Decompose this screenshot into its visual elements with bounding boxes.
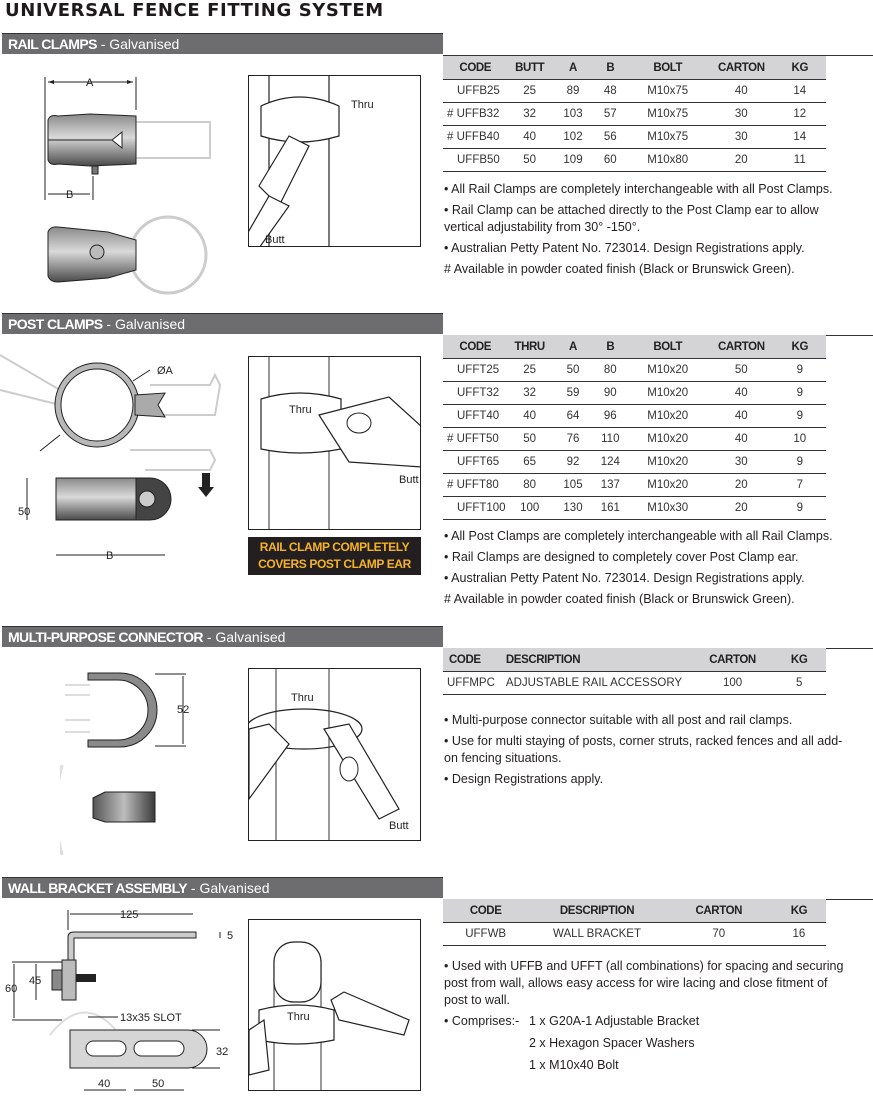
post-clamps-table [443,335,826,520]
table-cell: 40 [508,405,552,428]
dim-label-width: 32 [216,1046,229,1058]
table-row [443,672,826,695]
col-kg: KG [774,335,826,359]
col-bolt: BOLT [626,335,709,359]
callout-banner [248,537,421,575]
table-cell: 20 [709,149,774,172]
col-butt: BUTT [508,56,552,80]
col-kg: KG [774,56,826,80]
table-cell: 50 [709,359,774,382]
post-clamps-notes [444,528,844,612]
col-code: CODE [443,899,528,923]
table-cell: 60 [594,149,626,172]
table-cell: UFFT40 [443,405,508,428]
dim-label-gap1: 40 [98,1078,111,1090]
section-subtitle: - Galvanised [106,316,186,332]
table-cell: # UFFB40 [443,126,508,149]
col-carton: CARTON [709,335,774,359]
col-description: DESCRIPTION [528,899,665,923]
table-row [443,80,826,103]
table-cell: 40 [508,126,552,149]
label-butt: Butt [265,234,285,246]
table-cell: 32 [508,382,552,405]
table-cell: UFFT65 [443,451,508,474]
table-cell: 100 [693,672,772,695]
table-cell: 9 [774,451,826,474]
table-cell: 20 [709,474,774,497]
col-carton: CARTON [709,56,774,80]
note: • All Post Clamps are completely interchangeable with all Rail Clamps. [444,529,833,543]
comprises-label: • Comprises:- [444,1014,520,1028]
section-subtitle: - Galvanised [190,880,270,896]
table-cell: 100 [508,497,552,520]
label-butt: Butt [389,820,409,832]
section-header-rail-clamps [2,33,443,54]
col-kg: KG [772,899,826,923]
table-cell: M10x75 [626,80,709,103]
table-cell: 25 [508,359,552,382]
rail-clamp-diagram [0,60,240,300]
dim-label-height: 60 [5,983,18,995]
label-thru: Thru [351,99,374,111]
table-row [443,149,826,172]
table-cell: 9 [774,359,826,382]
rail-clamps-table [443,56,826,172]
note: • Rail Clamp can be attached directly to the Post Clamp ear to allow vertical adjustability from 30° -150°. [444,203,819,234]
note: • Australian Petty Patent No. 723014. Design Registrations apply. [444,571,805,585]
col-carton: CARTON [666,899,772,923]
table-cell: 30 [709,451,774,474]
col-code: CODE [443,56,508,80]
rail-clamps-notes [444,181,844,282]
table-cell: 76 [552,428,594,451]
page-title: UNIVERSAL FENCE FITTING SYSTEM [5,0,384,21]
table-row [443,103,826,126]
table-cell: UFFT32 [443,382,508,405]
table-cell: 57 [594,103,626,126]
table-cell: 64 [552,405,594,428]
col-thru: THRU [508,335,552,359]
table-cell: M10x20 [626,428,709,451]
table-cell: 50 [552,359,594,382]
multi-purpose-notes [444,712,844,792]
table-cell: 40 [709,405,774,428]
table-cell: M10x20 [626,451,709,474]
post-clamp-diagram [0,345,240,570]
note: • Design Registrations apply. [444,772,604,786]
table-cell: 105 [552,474,594,497]
label-thru: Thru [287,1011,310,1023]
dim-label-diameter: ØA [157,365,173,377]
label-thru: Thru [291,692,314,704]
wall-bracket-photo [248,919,421,1091]
table-cell: UFFWB [443,923,528,946]
col-code: CODE [443,335,508,359]
comprises-row [444,1057,844,1074]
comprises-row [444,1013,844,1030]
table-cell: 14 [774,126,826,149]
table-cell: 110 [594,428,626,451]
table-row [443,382,826,405]
table-cell: # UFFT50 [443,428,508,451]
table-cell: M10x75 [626,126,709,149]
dim-label-length: 125 [120,909,139,921]
wall-bracket-table [443,899,826,946]
table-cell: 137 [594,474,626,497]
table-row [443,497,826,520]
table-cell: M10x20 [626,474,709,497]
col-a: A [552,56,594,80]
table-cell: M10x20 [626,405,709,428]
table-cell: UFFT100 [443,497,508,520]
col-b: B [594,56,626,80]
table-cell: 65 [508,451,552,474]
table-cell: 5 [772,672,826,695]
note: • Use for multi staying of posts, corner struts, racked fences and all add-on fencing situations. [444,734,843,765]
table-cell: 70 [666,923,772,946]
table-cell: 161 [594,497,626,520]
col-code: CODE [443,648,504,672]
section-title: MULTI-PURPOSE CONNECTOR [8,629,203,645]
section-title: RAIL CLAMPS [8,36,97,52]
comprises-row [444,1035,844,1052]
section-header-multi-purpose-connector [2,626,443,647]
table-cell: 50 [508,149,552,172]
col-description: DESCRIPTION [504,648,693,672]
table-cell: M10x75 [626,103,709,126]
table-cell: 40 [709,382,774,405]
callout-line: RAIL CLAMP COMPLETELY [259,540,410,554]
table-cell: 109 [552,149,594,172]
table-cell: UFFB25 [443,80,508,103]
table-cell: 10 [774,428,826,451]
label-thru: Thru [289,404,312,416]
note: • Multi-purpose connector suitable with all post and rail clamps. [444,713,793,727]
table-cell: 40 [709,80,774,103]
note: • Australian Petty Patent No. 723014. Design Registrations apply. [444,241,805,255]
wall-bracket-diagram [0,900,240,1104]
table-row [443,405,826,428]
col-bolt: BOLT [626,56,709,80]
section-title: WALL BRACKET ASSEMBLY [8,880,188,896]
table-cell: M10x80 [626,149,709,172]
col-b: B [594,335,626,359]
dim-label-thickness: 5 [227,930,234,942]
note: • Rail Clamps are designed to completely cover Post Clamp ear. [444,550,799,564]
note: • All Rail Clamps are completely interchangeable with all Post Clamps. [444,182,833,196]
dim-label-gap2: 50 [152,1078,165,1090]
table-cell: 30 [709,126,774,149]
table-cell: M10x30 [626,497,709,520]
table-cell: UFFT25 [443,359,508,382]
label-butt: Butt [399,474,419,486]
table-cell: 48 [594,80,626,103]
table-cell: 92 [552,451,594,474]
table-cell: M10x20 [626,382,709,405]
table-cell: 32 [508,103,552,126]
table-row [443,359,826,382]
dim-label-slot: 13x35 SLOT [120,1012,182,1024]
table-cell: 11 [774,149,826,172]
table-row [443,923,826,946]
table-cell: 25 [508,80,552,103]
dim-label-height: 52 [177,704,190,716]
table-cell: 30 [709,103,774,126]
table-cell: 7 [774,474,826,497]
table-cell: # UFFB32 [443,103,508,126]
rail-clamp-photo [248,75,421,247]
table-cell: 103 [552,103,594,126]
table-cell: 14 [774,80,826,103]
dim-label-b: B [66,189,74,201]
table-cell: UFFB50 [443,149,508,172]
comprises-item: 2 x Hexagon Spacer Washers [529,1036,695,1050]
table-cell: 96 [594,405,626,428]
col-a: A [552,335,594,359]
section-title: POST CLAMPS [8,316,103,332]
table-cell: 130 [552,497,594,520]
table-row [443,428,826,451]
table-cell: 80 [594,359,626,382]
table-cell: M10x20 [626,359,709,382]
table-cell: 80 [508,474,552,497]
table-row [443,126,826,149]
table-cell: 9 [774,405,826,428]
table-cell: 20 [709,497,774,520]
section-subtitle: - Galvanised [100,36,180,52]
multi-purpose-diagram [60,660,240,860]
table-cell: 102 [552,126,594,149]
table-cell: 9 [774,382,826,405]
table-cell: ADJUSTABLE RAIL ACCESSORY [504,672,693,695]
dim-label-height: 50 [18,506,31,518]
note: # Available in powder coated finish (Black or Brunswick Green). [444,262,795,276]
multi-purpose-table [443,648,826,695]
table-cell: UFFMPC [443,672,504,695]
note: • Used with UFFB and UFFT (all combinations) for spacing and securing post from wall, allows easy access for wire lacing and close fitment of post to wall. [444,959,844,1007]
dim-label-a: A [86,77,94,89]
table-cell: # UFFT80 [443,474,508,497]
multi-purpose-photo [248,668,421,841]
col-carton: CARTON [693,648,772,672]
callout-line: COVERS POST CLAMP EAR [258,557,411,571]
wall-bracket-notes [444,958,844,1074]
dim-label-offset: 45 [29,975,42,987]
table-cell: 59 [552,382,594,405]
col-kg: KG [772,648,826,672]
table-cell: 16 [772,923,826,946]
comprises-item: 1 x M10x40 Bolt [529,1058,619,1072]
section-header-post-clamps [2,313,443,334]
table-row [443,451,826,474]
table-cell: 40 [709,428,774,451]
table-cell: 124 [594,451,626,474]
table-cell: 89 [552,80,594,103]
section-header-wall-bracket [2,877,443,898]
table-cell: WALL BRACKET [528,923,665,946]
table-row [443,474,826,497]
table-cell: 12 [774,103,826,126]
table-cell: 56 [594,126,626,149]
post-clamp-photo [248,356,421,530]
section-subtitle: - Galvanised [206,629,286,645]
note: # Available in powder coated finish (Black or Brunswick Green). [444,592,795,606]
table-cell: 9 [774,497,826,520]
table-cell: 50 [508,428,552,451]
table-cell: 90 [594,382,626,405]
dim-label-b: B [106,550,114,562]
comprises-item: 1 x G20A-1 Adjustable Bracket [529,1014,700,1028]
